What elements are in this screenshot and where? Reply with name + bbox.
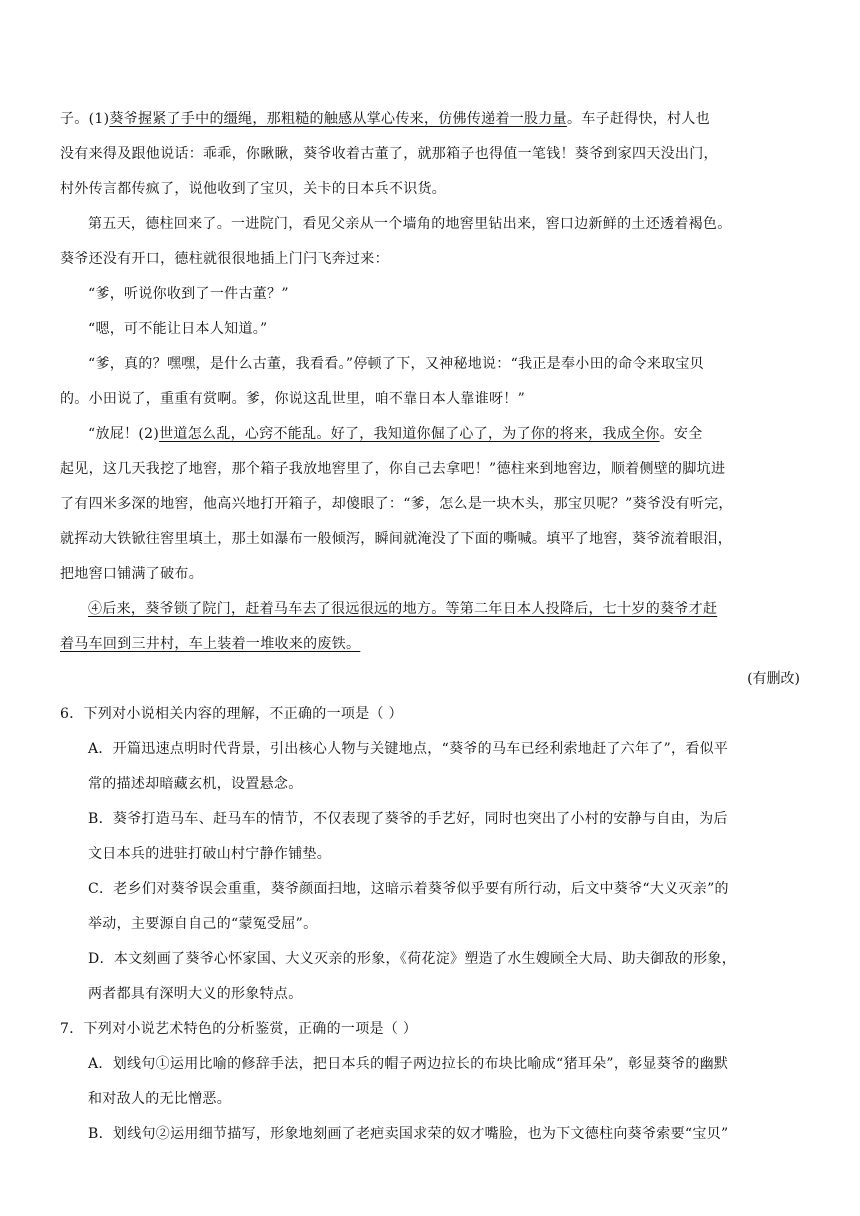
- question-6-option-b-line1: B．葵爷打造马车、赶马车的情节，不仅表现了葵爷的手艺好，同时也突出了小村的安静与自由，为后: [88, 811, 728, 827]
- question-6-option-a-line2: 常的描述却暗藏玄机，设置悬念。: [88, 776, 303, 792]
- question-6-option-d-line1: D．本文刻画了葵爷心怀家国、大义灭亲的形象，《荷花淀》塑造了水生嫂顾全大局、助夫御敌的形象，: [88, 951, 737, 967]
- story-p1-line1-start: 子。(1): [60, 111, 110, 127]
- underlined-sentence-2: 世道怎么乱，心窍不能乱。好了，我知道你倔了心了，为了你的将来，我成全你: [159, 426, 660, 442]
- question-6-stem: 6．下列对小说相关内容的理解，不正确的一项是（ ）: [60, 706, 403, 722]
- story-p1-line2: 没有来得及跟他说话：乖乖，你瞅瞅，葵爷收着古董了，就那箱子也得值一笔钱！葵爷到家四天没出门，: [60, 146, 718, 162]
- story-p2-line2: 葵爷还没有开口，德柱就很很地插上门闩飞奔过来：: [60, 251, 389, 267]
- story-p6-line1: [88, 424, 703, 444]
- question-7-option-a-line1: A．划线句①运用比喻的修辞手法，把日本兵的帽子两边拉长的布块比喻成“猪耳朵”，彰显葵爷的幽默: [88, 1056, 729, 1072]
- story-p6-line1-start: “放屁！(2): [88, 426, 160, 442]
- underlined-sentence-1: 葵爷握紧了手中的缰绳，那粗糙的触感从掌心传来，仿佛传递着一股力量: [109, 111, 567, 127]
- story-p6-line5: 把地窖口铺满了破布。: [60, 566, 203, 582]
- story-p6-line3: 了有四米多深的地窖，他高兴地打开箱子，却傻眼了：“爹，怎么是一块木头，那宝贝呢？”葵爷没有听完，: [60, 496, 733, 512]
- story-p6-line4: 就挥动大铁锨往窖里填土，那土如瀑布一般倾泻，瞬间就淹没了下面的嘶喊。填平了地窖，葵爷流着眼泪，: [60, 531, 733, 547]
- dialogue-line-1: “爹，听说你收到了一件古董？”: [88, 286, 289, 302]
- question-7-stem: 7．下列对小说艺术特色的分析鉴赏，正确的一项是（ ）: [60, 1021, 418, 1037]
- story-p6-line2: 起见，这几天我挖了地窖，那个箱子我放地窖里了，你自己去拿吧！”德柱来到地窖边，顺着侧壁的脚坑进: [60, 461, 726, 477]
- dialogue-line-2: “嗯，可不能让日本人知道。”: [88, 321, 268, 337]
- story-p5-line1: “爹，真的？嘿嘿，是什么古董，我看看。”停顿了下，又神秘地说：“我正是奉小田的命令来取宝贝: [88, 356, 704, 372]
- question-6-option-d-line2: 两者都具有深明大义的形象特点。: [88, 986, 303, 1002]
- underlined-sentence-4-line2: 着马车回到三井村，车上装着一堆收来的废铁。: [60, 636, 361, 652]
- underlined-sentence-4-line1: ④后来，葵爷锁了院门，赶着马车去了很远很远的地方。等第二年日本人投降后，七十岁的葵爷才赶: [88, 601, 718, 617]
- story-p1-line1-end: 。车子赶得快，村人也: [566, 111, 710, 127]
- story-p5-line2: 的。小田说了，重重有赏啊。爹，你说这乱世里，咱不靠日本人靠谁呀！”: [60, 391, 526, 407]
- story-p6-line1-end: 。安全: [659, 426, 703, 442]
- story-p2-line1: 第五天，德柱回来了。一进院门，看见父亲从一个墙角的地窖里钻出来，窖口边新鲜的土还透着褐色。: [88, 216, 732, 232]
- question-6-option-b-line2: 文日本兵的进驻打破山村宁静作铺垫。: [88, 846, 332, 862]
- story-p1-line3: 村外传言都传疯了，说他收到了宝贝，关卡的日本兵不识货。: [60, 181, 447, 197]
- question-7-option-b-line1: B．划线句②运用细节描写，形象地刻画了老疤卖国求荣的奴才嘴脸，也为下文德柱向葵爷索要“宝贝”: [88, 1126, 729, 1142]
- question-6-option-a-line1: A．开篇迅速点明时代背景，引出核心人物与关键地点，“葵爷的马车已经利索地赶了六年了”，看似平: [88, 741, 729, 757]
- source-note: (有删改): [747, 671, 800, 687]
- story-p1-line1: [60, 109, 710, 129]
- question-7-option-a-line2: 和对敌人的无比憎恶。: [88, 1091, 231, 1107]
- question-6-option-c-line1: C．老乡们对葵爷误会重重，葵爷颜面扫地，这暗示着葵爷似乎要有所行动，后文中葵爷“大义灭亲”的: [88, 881, 729, 897]
- question-6-option-c-line2: 举动，主要源自自己的“蒙冤受屈”。: [88, 916, 318, 932]
